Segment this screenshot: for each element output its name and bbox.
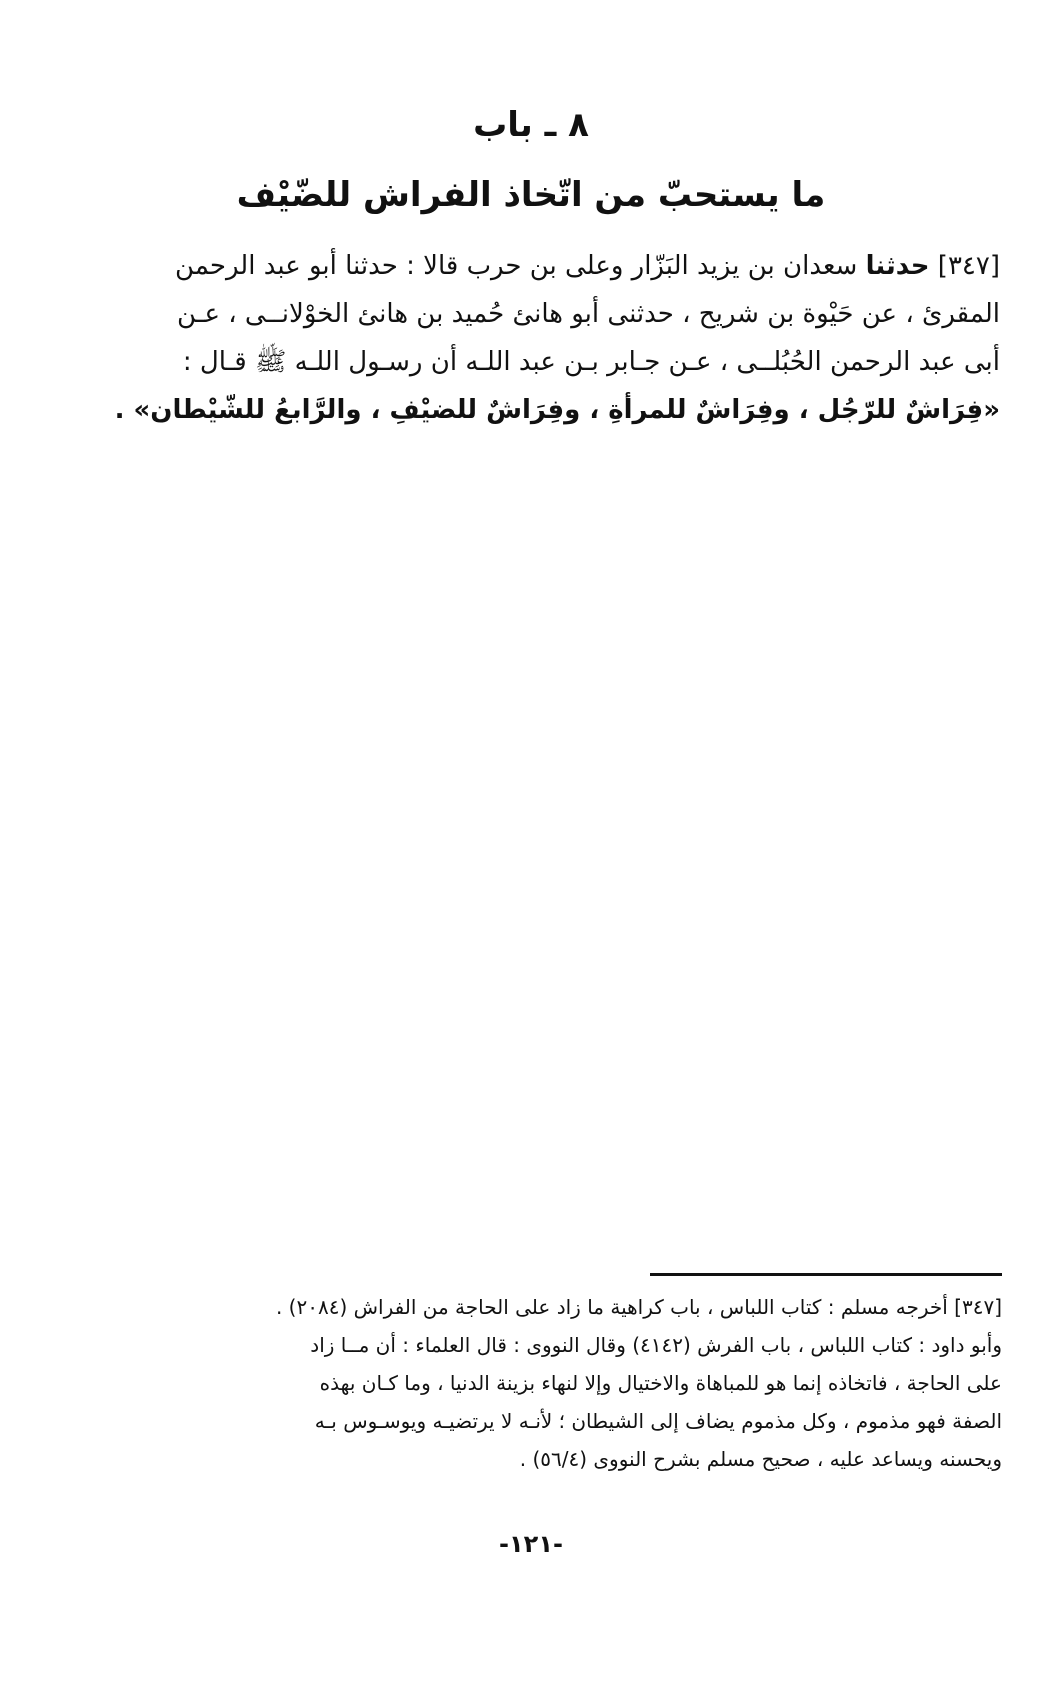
hadith-line-1 [140,242,1000,290]
hadith-text [114,242,1000,434]
hadith-number: [٣٤٧] [937,251,1000,281]
footnote-line-1: [٣٤٧] أخرجه مسلم : كتاب اللباس ، باب كراهية ما زاد على الحاجة من الفراش (٢٠٨٤) . [275,1295,1002,1319]
footnote-line-4: الصفة فهو مذموم ، وكل مذموم يضاف إلى الشيطان ؛ لأنـه لا يرتضيـه ويوسـوس بـه [314,1409,1002,1433]
footnote-line-2: وأبو داود : كتاب اللباس ، باب الفرش (٤١٤٢) وقال النووى : قال العلماء : أن مــا زاد [310,1333,1002,1357]
footnote-separator [650,1273,1002,1276]
hadith-line-2: المقرئ ، عن حَيْوة بن شريح ، حدثنى أبو هانئ حُميد بن هانئ الخوْلانــى ، عـن [177,299,1000,329]
footnote [140,1288,1002,1478]
hadith-lead-word: حدثنا [865,251,930,281]
footnote-line-5: ويحسنه ويساعد عليه ، صحيح مسلم بشرح النووى (٥٦/٤) . [519,1447,1002,1471]
chapter-title: ما يستحبّ من اتّخاذ الفراش للضّيْف [236,175,826,215]
footnote-line-3: على الحاجة ، فاتخاذه إنما هو للمباهاة والاختيال وإلا لنهاء بزينة الدنيا ، وما كـان بهذه [319,1371,1002,1395]
hadith-line-4: «فِرَاشٌ للرّجُل ، وفِرَاشٌ للمرأةِ ، وفِرَاشٌ للضيْفِ ، والرَّابعُ للشّيْطان» . [114,395,1000,425]
chapter-heading: ٨ ـ باب [473,105,589,145]
page-number: -١٢١- [499,1530,563,1558]
hadith-line-1-rest: سعدان بن يزيد البَزّار وعلى بن حرب قالا : حدثنا أبو عبد الرحمن [175,251,858,281]
hadith-line-3: أبى عبد الرحمن الحُبُلــى ، عـن جـابر بـن عبد اللـه أن رسـول اللـه ﷺ قـال : [182,347,1000,377]
